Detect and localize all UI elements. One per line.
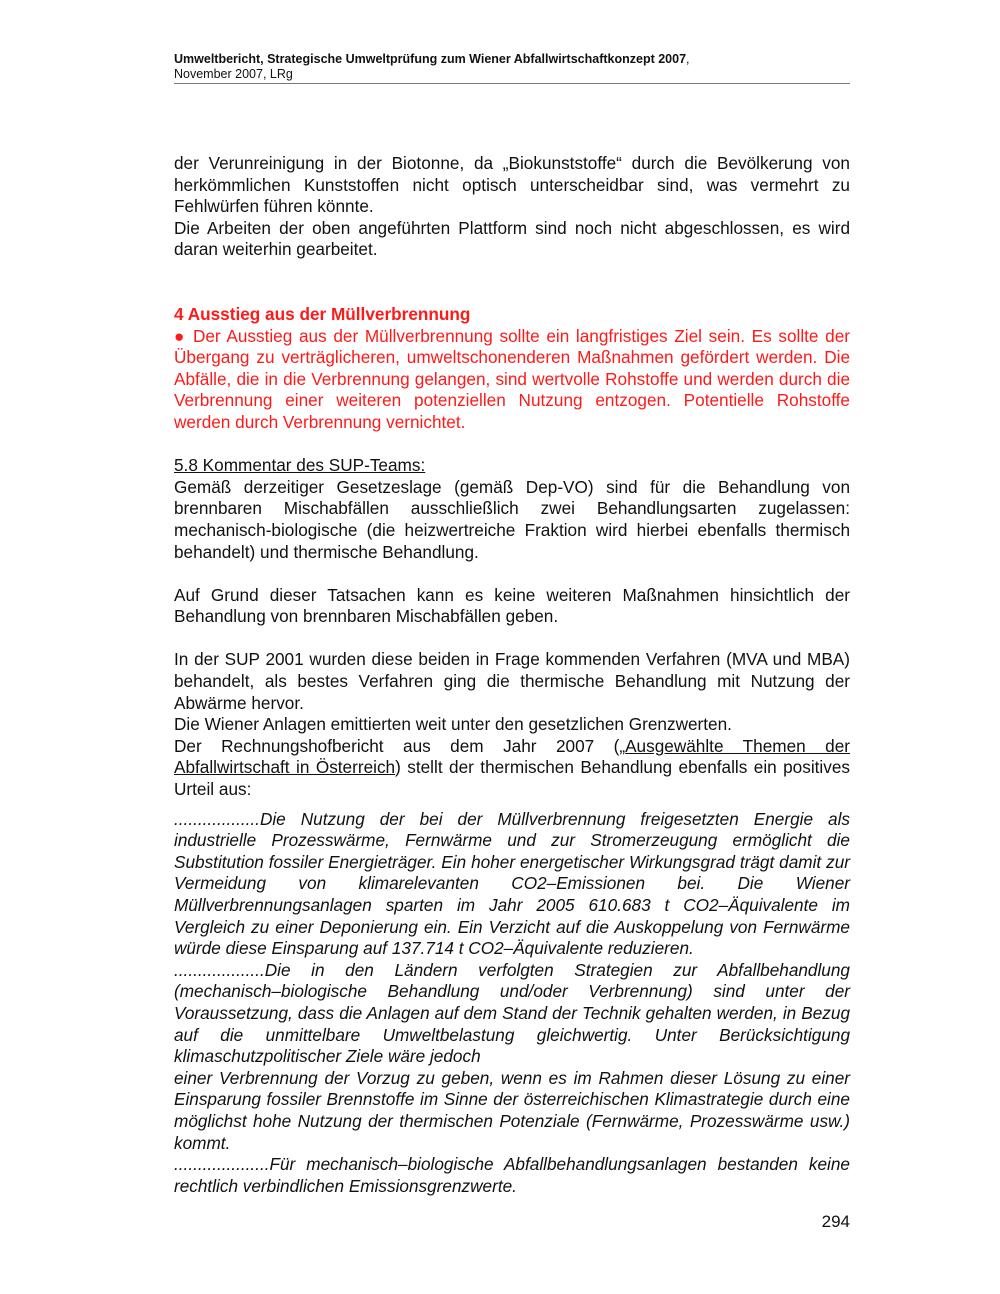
comment-paragraph-2: Auf Grund dieser Tatsachen kann es keine weiteren Maßnahmen hinsichtlich der Behandlung von brennbaren Mischabfällen geben. <box>174 584 850 627</box>
comment-heading: 5.8 Kommentar des SUP-Teams: <box>174 455 426 476</box>
comment-paragraph-5: Der Rechnungshofbericht aus dem Jahr 2007 („Ausgewählte Themen der Abfallwirtschaft in Österreich) stellt der thermischen Behandlung ebenfalls ein positives Urteil aus: <box>174 735 850 800</box>
comment-paragraph-1: Gemäß derzeitiger Gesetzeslage (gemäß Dep-VO) sind für die Behandlung von brennbaren Mischabfällen ausschließlich zwei Behandlungsarten zugelassen: mechanisch-biologische (die heizwertreiche Fraktion wird hierbei ebenfalls thermisch behandelt) und thermische Behandlung. <box>174 476 850 562</box>
quote-paragraph-2: ...................Die in den Ländern verfolgten Strategien zur Abfallbehandlung (mechanisch–biologische Behandlung und/oder Verbrennung) sind unter der Voraussetzung, dass die Anlagen auf dem Stand der Technik gehalten werden, in Bezug auf die unmittelbare Umweltbelastung gleichwertig. Unter Berücksichtigung klimaschutzpolitischer Ziele wäre jedoch <box>174 959 850 1067</box>
header-subtitle: November 2007, LRg <box>174 67 293 81</box>
document-body <box>174 153 850 1197</box>
intro-paragraph-2: Die Arbeiten der oben angeführten Plattform sind noch nicht abgeschlossen, es wird daran weiterhin gearbeitet. <box>174 217 850 260</box>
comment-paragraph-4: Die Wiener Anlagen emittierten weit unter den gesetzlichen Grenzwerten. <box>174 714 732 735</box>
header-title: Umweltbericht, Strategische Umweltprüfung zum Wiener Abfallwirtschaftkonzept 2007, <box>174 52 690 66</box>
quote-paragraph-4: ....................Für mechanisch–biologische Abfallbehandlungsanlagen bestanden keine rechtlich verbindlichen Emissionsgrenzwerte. <box>174 1154 850 1196</box>
section-4-bullet: ● Der Ausstieg aus der Müllverbrennung sollte ein langfristiges Ziel sein. Es sollte der Übergang zu verträglicheren, umweltschonenderen Maßnahmen gefördert werden. Die Abfälle, die in die Verbrennung gelangen, sind wertvolle Rohstoffe und werden durch die Verbrennung einer weiteren potenziellen Nutzung entzogen. Potentielle Rohstoffe werden durch Verbrennung vernichtet. <box>174 325 850 432</box>
comment-paragraph-3: In der SUP 2001 wurden diese beiden in Frage kommenden Verfahren (MVA und MBA) behandelt, als bestes Verfahren ging die thermische Behandlung mit Nutzung der Abwärme hervor. <box>174 649 850 713</box>
page-number: 294 <box>821 1212 850 1231</box>
quote-paragraph-3: einer Verbrennung der Vorzug zu geben, wenn es im Rahmen dieser Lösung zu einer Einsparung fossiler Brennstoffe im Sinne der österreichischen Klimastrategie durch eine möglichst hohe Nutzung der thermischen Potenziale (Fernwärme, Prozesswärme usw.) kommt. <box>174 1067 850 1153</box>
page-header <box>174 52 850 84</box>
quote-paragraph-1: ..................Die Nutzung der bei der Müllverbrennung freigesetzten Energie als industrielle Prozesswärme, Fernwärme und zur Stromerzeugung ermöglicht die Substitution fossiler Energieträger. Ein hoher energetischer Wirkungsgrad trägt damit zur Vermeidung von klimarelevanten CO2–Emissionen bei. Die Wiener Müllverbrennungsanlagen sparten im Jahr 2005 610.683 t CO2–Äquivalente im Vergleich zu einer Deponierung ein. Ein Verzicht auf die Auskoppelung von Fernwärme würde diese Einsparung auf 137.714 t CO2–Äquivalente reduzieren. <box>174 808 850 959</box>
section-4-heading: 4 Ausstieg aus der Müllverbrennung <box>174 303 471 324</box>
intro-paragraph-1: der Verunreinigung in der Biotonne, da „Biokunststoffe“ durch die Bevölkerung von herkömmlichen Kunststoffen nicht optisch unterscheidbar sind, was vermehrt zu Fehlwürfen führen könnte. <box>174 153 850 217</box>
report-citation-link: Ausgewählte Themen der Abfallwirtschaft in Österreich <box>174 735 850 778</box>
